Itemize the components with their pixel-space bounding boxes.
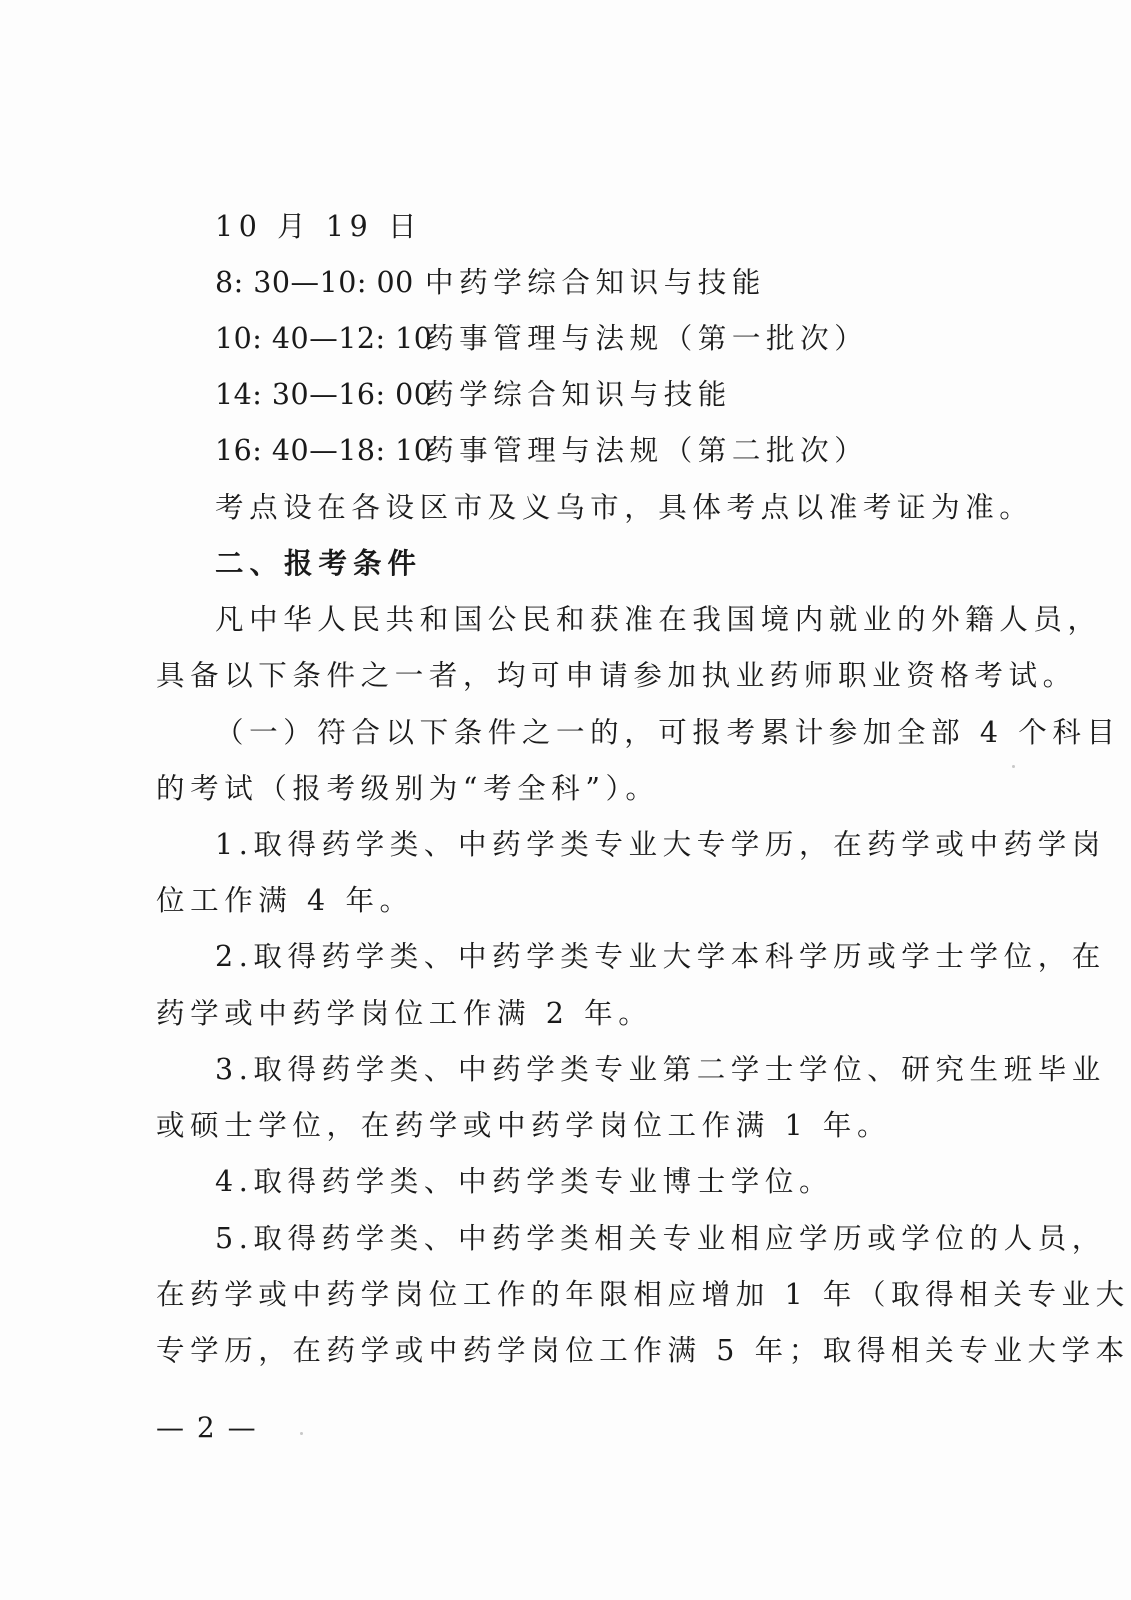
schedule-row	[215, 263, 766, 303]
schedule-time: 16: 40—18: 10	[215, 434, 433, 467]
condition-item-line: 专学历，在药学或中药学岗位工作满 5 年；取得相关专业大学本	[156, 1334, 1130, 1367]
condition-item-line: 药学或中药学岗位工作满 2 年。	[156, 997, 653, 1030]
condition-item-line: 或硕士学位，在药学或中药学岗位工作满 1 年。	[156, 1109, 892, 1142]
intro-line: 凡中华人民共和国公民和获准在我国境内就业的外籍人员，	[215, 603, 1102, 636]
schedule-row	[215, 319, 868, 359]
schedule-time: 10: 40—12: 10	[215, 322, 433, 355]
schedule-subject: 药学综合知识与技能	[425, 378, 732, 411]
schedule-subject: 药事管理与法规（第二批次）	[425, 434, 869, 467]
schedule-time: 14: 30—16: 00	[215, 378, 433, 411]
schedule-subject: 药事管理与法规（第一批次）	[425, 322, 869, 355]
schedule-subject: 中药学综合知识与技能	[425, 266, 767, 299]
condition-item-line: 5.取得药学类、中药学类相关专业相应学历或学位的人员，	[215, 1222, 1106, 1255]
schedule-row	[215, 431, 868, 471]
condition-item-line: 3.取得药学类、中药学类专业第二学士学位、研究生班毕业	[215, 1053, 1106, 1086]
subsection-line: （一）符合以下条件之一的，可报考累计参加全部 4 个科目	[215, 716, 1121, 749]
condition-item-line: 4.取得药学类、中药学类专业博士学位。	[215, 1165, 834, 1198]
schedule-time: 8: 30—10: 00	[215, 266, 414, 299]
schedule-row	[215, 375, 732, 415]
scan-speck	[1012, 765, 1015, 768]
subsection-line: 的考试（报考级别为“考全科”）。	[156, 772, 660, 805]
condition-item-line: 在药学或中药学岗位工作的年限相应增加 1 年（取得相关专业大	[156, 1278, 1130, 1311]
condition-item-line: 1.取得药学类、中药学类专业大专学历，在药学或中药学岗	[215, 828, 1106, 861]
venue-note: 考点设在各设区市及义乌市，具体考点以准考证为准。	[215, 491, 1034, 524]
page-number: — 2 —	[156, 1411, 258, 1444]
condition-item-line: 2.取得药学类、中药学类专业大学本科学历或学士学位，在	[215, 940, 1106, 973]
scan-speck	[300, 1432, 303, 1435]
intro-line: 具备以下条件之一者，均可申请参加执业药师职业资格考试。	[156, 659, 1077, 692]
section-heading: 二、报考条件	[215, 547, 423, 580]
exam-date: 10 月 19 日	[215, 210, 423, 243]
condition-item-line: 位工作满 4 年。	[156, 884, 414, 917]
